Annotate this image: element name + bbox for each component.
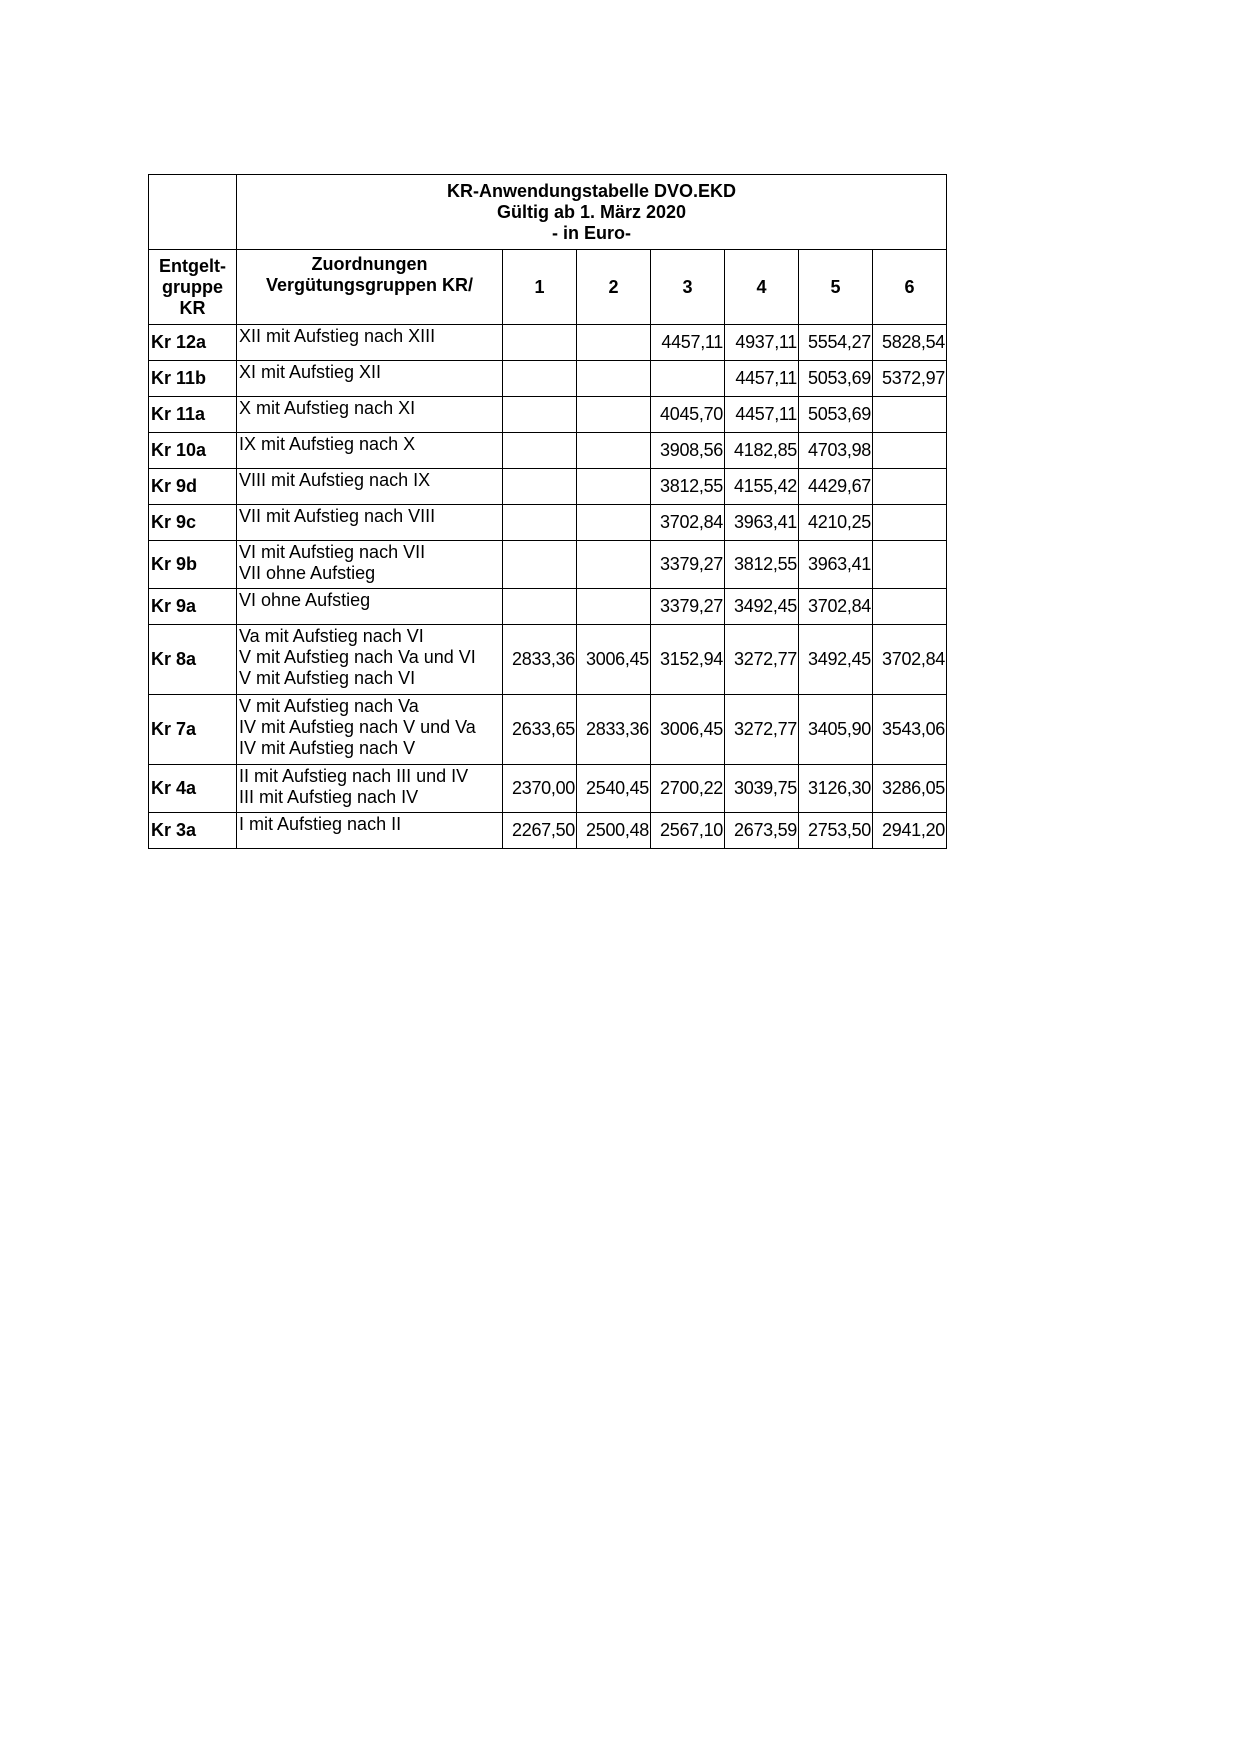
assignment-cell (237, 813, 503, 849)
value-cell: 5372,97 (873, 361, 947, 397)
salary-table (148, 174, 947, 849)
value-cell: 2370,00 (503, 765, 577, 813)
assignment-line: V mit Aufstieg nach VI (239, 668, 416, 688)
value-cell: 4045,70 (651, 397, 725, 433)
value-cell (577, 433, 651, 469)
assignment-line: X mit Aufstieg nach XI (239, 398, 416, 418)
assignment-cell (237, 397, 503, 433)
header-assignments-line: Zuordnungen (311, 254, 428, 274)
assignment-cell (237, 765, 503, 813)
value-cell (873, 469, 947, 505)
group-cell: Kr 8a (149, 625, 237, 695)
header-group-line: KR (179, 297, 206, 318)
value-cell (503, 589, 577, 625)
table-row (149, 765, 947, 813)
group-cell: Kr 11b (149, 361, 237, 397)
value-cell (503, 505, 577, 541)
value-cell (577, 469, 651, 505)
assignment-cell (237, 325, 503, 361)
value-cell: 4457,11 (725, 397, 799, 433)
header-group-line: Entgelt- (159, 255, 226, 276)
table-row (149, 361, 947, 397)
title-empty-cell (149, 175, 237, 250)
header-step: 2 (577, 250, 651, 325)
value-cell: 5053,69 (799, 397, 873, 433)
assignment-line: IX mit Aufstieg nach X (239, 434, 416, 454)
value-cell: 5554,27 (799, 325, 873, 361)
value-cell (577, 505, 651, 541)
header-step: 3 (651, 250, 725, 325)
group-cell: Kr 3a (149, 813, 237, 849)
title-line: KR-Anwendungstabelle DVO.EKD (446, 180, 737, 201)
group-cell: Kr 9c (149, 505, 237, 541)
value-cell (577, 361, 651, 397)
value-cell: 3272,77 (725, 625, 799, 695)
value-cell: 4182,85 (725, 433, 799, 469)
value-cell: 3379,27 (651, 541, 725, 589)
value-cell: 3812,55 (651, 469, 725, 505)
table-row (149, 397, 947, 433)
assignment-line: VII mit Aufstieg nach VIII (239, 506, 436, 526)
value-cell: 2633,65 (503, 695, 577, 765)
value-cell: 2700,22 (651, 765, 725, 813)
value-cell: 2673,59 (725, 813, 799, 849)
assignment-cell (237, 589, 503, 625)
value-cell (873, 433, 947, 469)
value-cell: 3006,45 (651, 695, 725, 765)
value-cell (873, 397, 947, 433)
group-cell: Kr 4a (149, 765, 237, 813)
assignment-line: VI ohne Aufstieg (239, 590, 371, 610)
value-cell: 3963,41 (725, 505, 799, 541)
assignment-cell (237, 625, 503, 695)
title-row (149, 175, 947, 250)
header-step: 5 (799, 250, 873, 325)
assignment-cell (237, 433, 503, 469)
value-cell: 3492,45 (799, 625, 873, 695)
assignment-line: V mit Aufstieg nach Va (239, 696, 419, 716)
group-cell: Kr 9b (149, 541, 237, 589)
group-cell: Kr 12a (149, 325, 237, 361)
header-step: 4 (725, 250, 799, 325)
value-cell (873, 505, 947, 541)
value-cell: 3286,05 (873, 765, 947, 813)
value-cell: 5053,69 (799, 361, 873, 397)
assignment-line: II mit Aufstieg nach III und IV (239, 766, 469, 786)
group-cell: Kr 7a (149, 695, 237, 765)
value-cell (503, 361, 577, 397)
value-cell (577, 325, 651, 361)
value-cell: 2267,50 (503, 813, 577, 849)
value-cell (651, 361, 725, 397)
value-cell: 3126,30 (799, 765, 873, 813)
value-cell: 4457,11 (725, 361, 799, 397)
value-cell: 4937,11 (725, 325, 799, 361)
value-cell: 2941,20 (873, 813, 947, 849)
value-cell (503, 541, 577, 589)
value-cell: 2833,36 (503, 625, 577, 695)
assignment-cell (237, 541, 503, 589)
table-title (237, 175, 947, 250)
header-group (149, 250, 237, 325)
assignment-line: VII ohne Aufstieg (239, 563, 376, 583)
value-cell: 4155,42 (725, 469, 799, 505)
assignment-line: XII mit Aufstieg nach XIII (239, 326, 436, 346)
value-cell: 4210,25 (799, 505, 873, 541)
assignment-cell (237, 695, 503, 765)
table-row (149, 325, 947, 361)
header-step: 1 (503, 250, 577, 325)
assignment-cell (237, 361, 503, 397)
value-cell: 3812,55 (725, 541, 799, 589)
title-line: Gültig ab 1. März 2020 (496, 201, 687, 222)
assignment-line: III mit Aufstieg nach IV (239, 787, 419, 807)
table-row (149, 469, 947, 505)
table-row (149, 433, 947, 469)
value-cell: 3379,27 (651, 589, 725, 625)
value-cell: 4429,67 (799, 469, 873, 505)
value-cell (503, 397, 577, 433)
value-cell: 3963,41 (799, 541, 873, 589)
value-cell (503, 433, 577, 469)
assignment-line: I mit Aufstieg nach II (239, 814, 402, 834)
header-row (149, 250, 947, 325)
value-cell (873, 541, 947, 589)
value-cell: 4703,98 (799, 433, 873, 469)
value-cell: 3492,45 (725, 589, 799, 625)
header-assignments (237, 250, 503, 325)
assignment-cell (237, 469, 503, 505)
value-cell (503, 325, 577, 361)
table-row (149, 505, 947, 541)
assignment-line: IV mit Aufstieg nach V (239, 738, 416, 758)
assignment-line: V mit Aufstieg nach Va und VI (239, 647, 476, 667)
table-row (149, 541, 947, 589)
header-group-line: gruppe (162, 276, 223, 297)
assignment-cell (237, 505, 503, 541)
value-cell: 3152,94 (651, 625, 725, 695)
value-cell (577, 397, 651, 433)
value-cell: 3006,45 (577, 625, 651, 695)
table-row (149, 589, 947, 625)
value-cell (873, 589, 947, 625)
value-cell: 2567,10 (651, 813, 725, 849)
group-cell: Kr 9a (149, 589, 237, 625)
value-cell: 3908,56 (651, 433, 725, 469)
value-cell: 2500,48 (577, 813, 651, 849)
value-cell: 3543,06 (873, 695, 947, 765)
assignment-line: VIII mit Aufstieg nach IX (239, 470, 431, 490)
group-cell: Kr 11a (149, 397, 237, 433)
header-assignments-line: Vergütungsgruppen KR/ (266, 275, 473, 295)
value-cell: 3702,84 (651, 505, 725, 541)
assignment-line: VI mit Aufstieg nach VII (239, 542, 426, 562)
value-cell: 3272,77 (725, 695, 799, 765)
header-step: 6 (873, 250, 947, 325)
table-row (149, 695, 947, 765)
table-row (149, 625, 947, 695)
value-cell: 3039,75 (725, 765, 799, 813)
value-cell: 3405,90 (799, 695, 873, 765)
assignment-line: Va mit Aufstieg nach VI (239, 626, 424, 646)
group-cell: Kr 9d (149, 469, 237, 505)
value-cell (577, 589, 651, 625)
value-cell: 2753,50 (799, 813, 873, 849)
group-cell: Kr 10a (149, 433, 237, 469)
value-cell (577, 541, 651, 589)
value-cell: 4457,11 (651, 325, 725, 361)
value-cell: 2833,36 (577, 695, 651, 765)
value-cell: 3702,84 (873, 625, 947, 695)
value-cell: 3702,84 (799, 589, 873, 625)
title-line: - in Euro- (552, 222, 631, 243)
table-row (149, 813, 947, 849)
value-cell: 2540,45 (577, 765, 651, 813)
assignment-line: XI mit Aufstieg XII (239, 362, 382, 382)
value-cell (503, 469, 577, 505)
value-cell: 5828,54 (873, 325, 947, 361)
assignment-line: IV mit Aufstieg nach V und Va (239, 717, 476, 737)
